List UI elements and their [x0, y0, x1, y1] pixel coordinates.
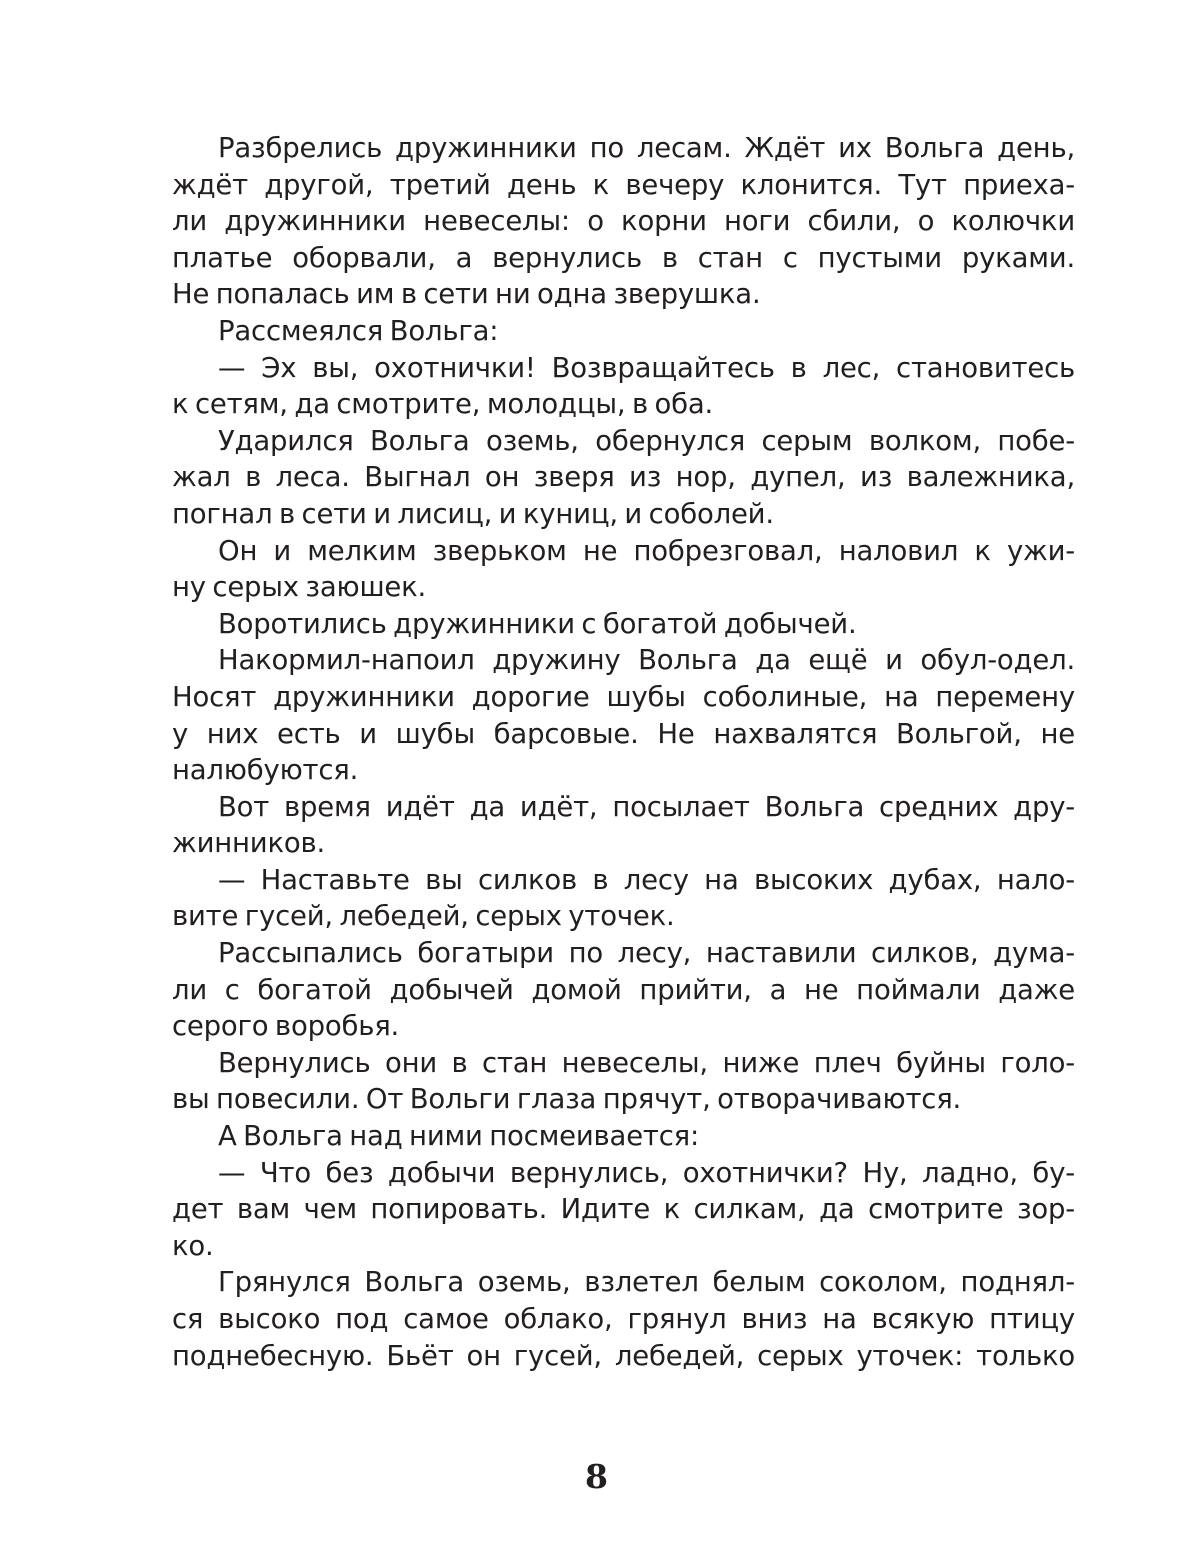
text-line: — Наставьте вы силков в лесу на высоких дубах, нало- [218, 863, 1075, 896]
text-line: платье оборвали, а вернулись в стан с пустыми руками. [172, 241, 1075, 274]
text-line: ждёт другой, третий день к вечеру клонится. Тут приеха- [172, 168, 1075, 201]
text-line: вы повесили. От Вольги глаза прячут, отворачиваются. [172, 1083, 962, 1116]
text-line: к сетям, да смотрите, молодцы, в оба. [172, 388, 714, 421]
text-line: ну серых заюшек. [172, 571, 427, 604]
text-line: Ударился Вольга оземь, обернулся серым волком, побе- [218, 424, 1075, 457]
text-line: вите гусей, лебедей, серых уточек. [172, 900, 675, 933]
text-line: Он и мелким зверьком не побрезговал, наловил к ужи- [218, 534, 1075, 567]
page-number: 8 [585, 1457, 608, 1496]
text-line: ся высоко под самое облако, грянул вниз на всякую птицу [172, 1303, 1075, 1335]
text-line: Рассыпались богатыри по лесу, наставили силков, дума- [218, 937, 1075, 970]
text-line: погнал в сети и лисиц, и куниц, и соболей. [172, 497, 774, 530]
text-line: Воротились дружинники с богатой добычей. [218, 607, 857, 640]
text-line: Накормил-напоил дружину Вольга да ещё и обул-одел. [218, 644, 1075, 677]
text-line: ли с богатой добычей домой прийти, а не поймали даже [172, 973, 1075, 1006]
page-body [172, 130, 1075, 1374]
text-line: Вот время идёт да идёт, посылает Вольга средних дру- [218, 790, 1075, 823]
text-line: — Что без добычи вернулись, охотнички? Ну, ладно, бу- [218, 1156, 1075, 1189]
text-line: у них есть и шубы барсовые. Не нахвалятся Вольгой, не [172, 717, 1075, 750]
text-line: Грянулся Вольга оземь, взлетел белым соколом, поднял- [218, 1266, 1075, 1299]
text-line: Разбрелись дружинники по лесам. Ждёт их Вольга день, [218, 132, 1075, 164]
text-line: поднебесную. Бьёт он гусей, лебедей, серых уточек: только [172, 1339, 1075, 1372]
text-line: Не попалась им в сети ни одна зверушка. [172, 278, 761, 311]
text-line: налюбуются. [172, 754, 359, 787]
text-line: ко. [172, 1229, 214, 1262]
text-line: серого воробья. [172, 1010, 400, 1043]
text-line: Рассмеялся Вольга: [218, 314, 499, 347]
text-line: Вернулись они в стан невеселы, ниже плеч буйны голо- [218, 1046, 1075, 1079]
text-line: — Эх вы, охотнички! Возвращайтесь в лес, становитесь [218, 351, 1075, 384]
text-line: Носят дружинники дорогие шубы соболиные, на перемену [172, 680, 1075, 713]
text-line: А Вольга над ними посмеивается: [218, 1120, 700, 1153]
text-line: жал в леса. Выгнал он зверя из нор, дупел, из валежника, [172, 461, 1075, 494]
text-line: дет вам чем попировать. Идите к силкам, да смотрите зор- [172, 1193, 1075, 1226]
text-line: жинников. [172, 827, 326, 860]
text-line: ли дружинники невеселы: о корни ноги сбили, о колючки [172, 205, 1075, 238]
